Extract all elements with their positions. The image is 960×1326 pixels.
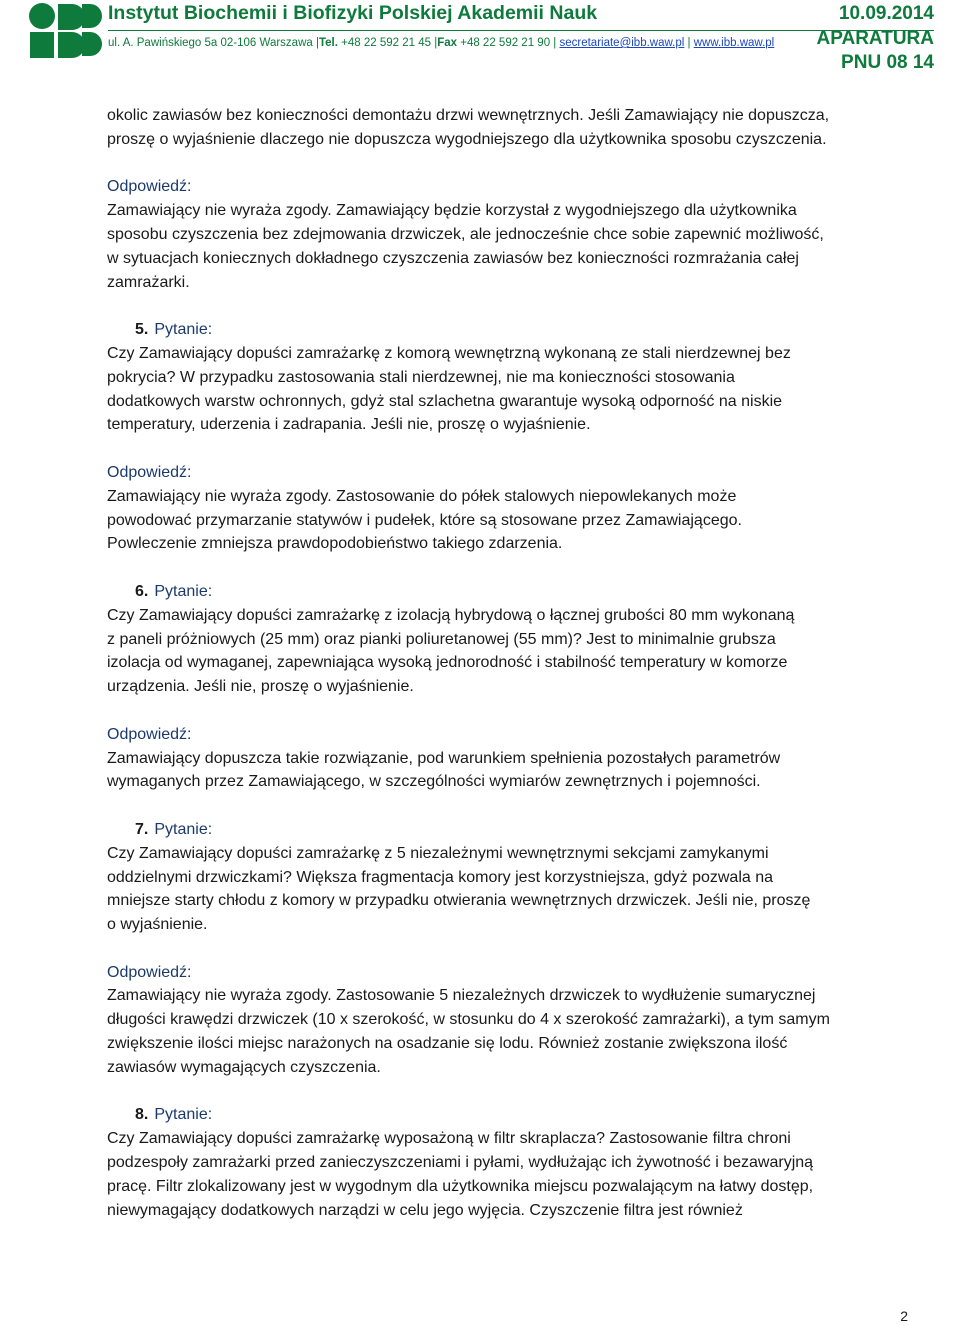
text-line: zamrażarki. <box>107 273 190 291</box>
text-line: proszę o wyjaśnienie dlaczego nie dopuszcza wygodniejszego dla użytkownika sposobu czyszczenia. <box>107 130 827 148</box>
text-line: w sytuacjach koniecznych dokładnego czyszczenia zawiasów bez konieczności rozmrażania całej <box>107 249 799 267</box>
fax-label: Fax <box>437 37 458 49</box>
text-line: powodować przymarzanie statywów i pudełek, które są stosowane przez Zamawiającego. <box>107 511 742 529</box>
text-line: Zamawiający nie wyraża zgody. Zamawiający będzie korzystał z wygodniejszego dla użytkownika <box>107 202 797 220</box>
answer-label: Odpowiedź: <box>107 463 192 481</box>
document-date: 10.09.2014 <box>838 3 934 24</box>
answer-label: Odpowiedź: <box>107 725 192 743</box>
text-line: dodatkowych warstw ochronnych, gdyż stal szlachetna gwarantuje wysoką odporność na niskie <box>107 392 783 410</box>
question-label: Pytanie: <box>154 820 213 838</box>
address: ul. A. Pawińskiego 5a 02-106 Warszawa <box>108 37 313 49</box>
question-8 <box>107 1127 907 1222</box>
document-body <box>107 104 907 1222</box>
text-line: wymaganych przez Zamawiającego, w szczególności wymiarów zewnętrznych i pojemności. <box>107 773 761 791</box>
answer-6 <box>107 747 907 795</box>
contact-line: ul. A. Pawińskiego 5a 02-106 Warszawa |Tel. +48 22 592 21 45 |Fax +48 22 592 21 90 | secretariate@ibb.waw.pl | www.ibb.waw.pl <box>108 37 775 49</box>
text-line: urządzenia. Jeśli nie, proszę o wyjaśnienie. <box>107 678 414 696</box>
intro-paragraph <box>107 104 907 152</box>
letterhead <box>0 0 960 80</box>
text-line: izolacja od wymaganej, zapewniająca wysoką jednorodność i stabilność temperatury w komorze <box>107 654 788 672</box>
text-line: z paneli próżniowych (25 mm) oraz pianki poliuretanowej (55 mm)? Jest to minimalnie grubsza <box>107 630 776 648</box>
answer-label: Odpowiedź: <box>107 178 192 196</box>
text-line: zwiększenie ilości miejsc narażonych na osadzanie się lodu. Również zostanie zwiększona ilość <box>107 1035 788 1053</box>
text-line: Czy Zamawiający dopuści zamrażarkę z komorą wewnętrzną wykonaną ze stali nierdzewnej bez <box>107 344 791 362</box>
question-6 <box>107 604 907 699</box>
question-number: 5. <box>135 321 149 339</box>
text-line: sposobu czyszczenia bez zdejmowania drzwiczek, ale jednocześnie chce sobie zapewnić możliwość, <box>107 225 824 243</box>
text-line: niewymagający dodatkowych narządzi w celu jego wyjęcia. Czyszczenie filtra jest również <box>107 1201 743 1219</box>
text-line: Czy Zamawiający dopuści zamrażarkę wyposażoną w filtr skraplacza? Zastosowanie filtra chroni <box>107 1130 791 1148</box>
text-line: Zamawiający nie wyraża zgody. Zastosowanie do półek stalowych niepowlekanych może <box>107 487 737 505</box>
ibb-logo-icon <box>28 2 104 60</box>
text-line: pracę. Filtr zlokalizowany jest w wygodnym dla użytkownika miejscu pozwalającym na łatwy dostęp, <box>107 1177 814 1195</box>
question-number: 8. <box>135 1106 149 1124</box>
question-label: Pytanie: <box>154 1106 213 1124</box>
question-8-heading <box>107 1103 907 1127</box>
answer-7 <box>107 984 907 1079</box>
header-divider <box>108 30 934 31</box>
question-number: 7. <box>135 820 149 838</box>
question-7-heading <box>107 818 907 842</box>
text-line: Zamawiający dopuszcza takie rozwiązanie, pod warunkiem spełnienia pozostałych parametrów <box>107 749 781 767</box>
text-line: temperatury, uderzenia i zadrapania. Jeśli nie, proszę o wyjaśnienie. <box>107 416 591 434</box>
answer-5 <box>107 485 907 556</box>
institute-name: Instytut Biochemii i Biofizyki Polskiej Akademii Nauk <box>108 2 598 24</box>
text-line: zawiasów wymagających czyszczenia. <box>107 1058 381 1076</box>
email-link[interactable]: secretariate@ibb.waw.pl <box>559 37 685 49</box>
answer-4 <box>107 199 907 294</box>
document-category: APARATURA <box>816 27 934 49</box>
question-7 <box>107 842 907 937</box>
text-line: pokrycia? W przypadku zastosowania stali nierdzewnej, nie ma konieczności stosowania <box>107 368 735 386</box>
tel-number: +48 22 592 21 45 <box>341 37 431 49</box>
question-label: Pytanie: <box>154 321 213 339</box>
page-number: 2 <box>900 1308 908 1324</box>
tel-label: Tel. <box>318 37 338 49</box>
text-line: oddzielnymi drzwiczkami? Większa fragmentacja komory jest korzystniejsza, gdyż pozwala na <box>107 868 774 886</box>
answer-label: Odpowiedź: <box>107 963 192 981</box>
text-line: mniejsze starty chłodu z komory w przypadku otwierania wewnętrznych drzwiczek. Jeśli nie, proszę <box>107 892 811 910</box>
text-line: Czy Zamawiający dopuści zamrażarkę z izolacją hybrydową o łącznej grubości 80 mm wykonaną <box>107 606 795 624</box>
text-line: Zamawiający nie wyraża zgody. Zastosowanie 5 niezależnych drzwiczek to wydłużenie sumarycznej <box>107 987 816 1005</box>
text-line: okolic zawiasów bez konieczności demontażu drzwi wewnętrznych. Jeśli Zamawiający nie dopuszcza, <box>107 107 830 124</box>
document-reference: PNU 08 14 <box>841 52 934 73</box>
fax-number: +48 22 592 21 90 <box>460 37 551 49</box>
text-line: o wyjaśnienie. <box>107 916 208 934</box>
text-line: podzespoły zamrażarki przed zanieczyszczeniami i pyłami, wydłużając ich żywotność i bezawaryjną <box>107 1154 814 1172</box>
document-meta <box>816 2 934 76</box>
website-link[interactable]: www.ibb.waw.pl <box>693 37 775 49</box>
question-label: Pytanie: <box>154 582 213 600</box>
text-line: długości krawędzi drzwiczek (10 x szerokość, w stosunku do 4 x szerokość zamrażarki), a tym samym <box>107 1011 830 1029</box>
question-6-heading <box>107 580 907 604</box>
question-number: 6. <box>135 582 149 600</box>
question-5-heading <box>107 318 907 342</box>
question-5 <box>107 342 907 437</box>
text-line: Czy Zamawiający dopuści zamrażarkę z 5 niezależnymi wewnętrznymi sekcjami zamykanymi <box>107 844 769 862</box>
text-line: Powleczenie zmniejsza prawdopodobieństwo takiego zdarzenia. <box>107 535 563 553</box>
